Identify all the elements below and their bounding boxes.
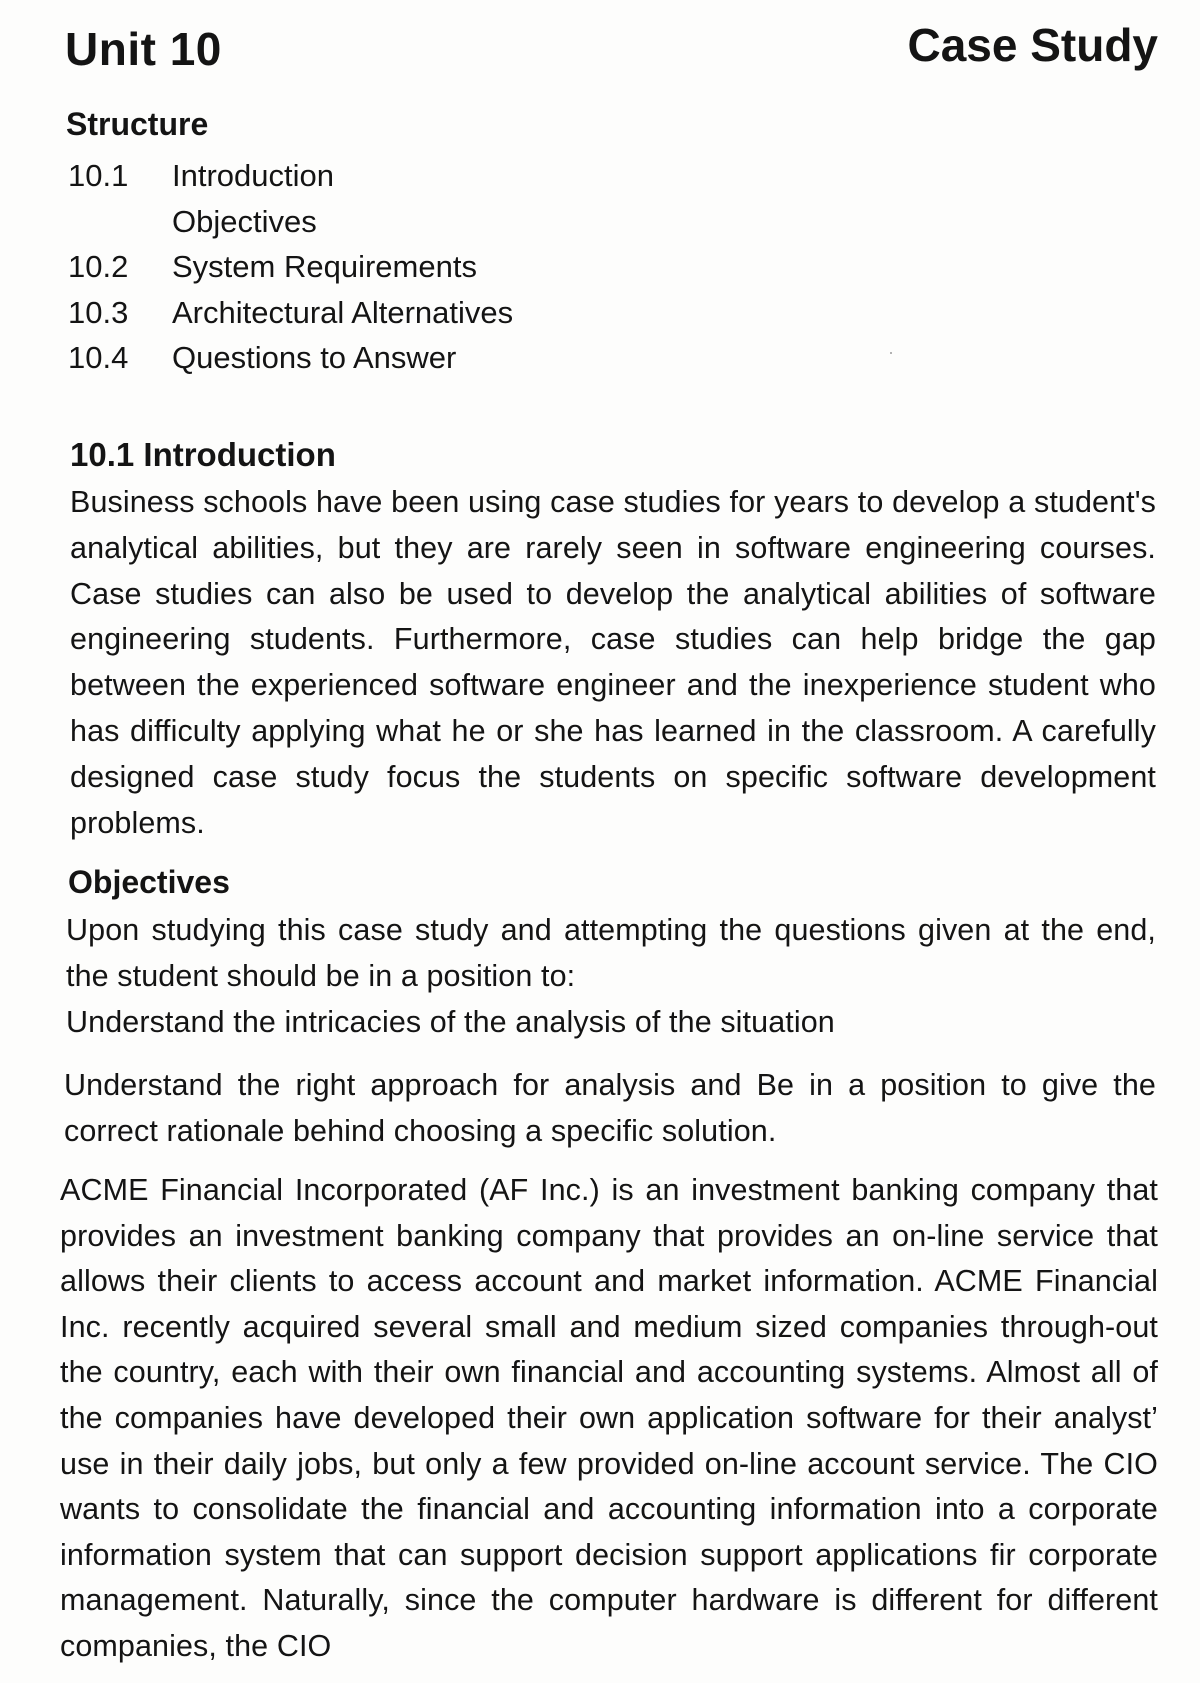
unit-title: Unit 10 <box>65 23 222 75</box>
toc-item-number: 10.3 <box>68 294 129 330</box>
toc-item <box>68 290 768 336</box>
chapter-title: Case Study <box>907 19 1158 71</box>
toc-item-number: 10.2 <box>68 249 129 284</box>
table-of-contents <box>68 153 768 381</box>
toc-item-number: 10.1 <box>68 158 129 193</box>
toc-item-title: System Requirements <box>172 249 477 284</box>
toc-item <box>68 199 768 245</box>
toc-item-title: Objectives <box>172 203 317 239</box>
toc-item-title: Questions to Answer <box>172 340 457 375</box>
objectives-heading: Objectives <box>68 864 230 900</box>
toc-item-title: Architectural Alternatives <box>172 294 514 330</box>
introduction-paragraph: Business schools have been using case studies for years to develop a student's analytical abilities, but they are rarely seen in software engineering courses. Case studies can also be used to develop the analytical abilities of software engineering students. Furthermore, case studies can help bridge the gap between the experienced software engineer and the inexperience student who has difficulty applying what he or she has learned in the classroom. A carefully designed case study focus the students on specific software development problems. <box>70 485 1156 840</box>
toc-item-title: Introduction <box>172 158 334 193</box>
objective-item: Understand the intricacies of the analysis of the situation <box>66 1005 835 1039</box>
toc-item <box>68 153 768 199</box>
toc-item-number: 10.4 <box>68 340 129 375</box>
toc-item <box>68 335 768 381</box>
structure-heading: Structure <box>66 106 209 142</box>
introduction-heading: 10.1 Introduction <box>70 436 336 473</box>
objective-item: Understand the right approach for analysis and Be in a position to give the correct rationale behind choosing a specific solution. <box>64 1068 1156 1148</box>
toc-item <box>68 244 768 290</box>
case-description-paragraph: ACME Financial Incorporated (AF Inc.) is an investment banking company that provides an investment banking company that provides an on-line service that allows their clients to access account and market information. ACME Financial Inc. recently acquired several small and medium sized companies through-out the country, each with their own financial and accounting systems. Almost all of the companies have developed their own application software for their analyst’ use in their daily jobs, but only a few provided on-line account service. The CIO wants to consolidate the financial and accounting information into a corporate information system that can support decision support applications fir corporate management. Naturally, since the computer hardware is different for different companies, the CIO <box>60 1173 1158 1663</box>
scan-speck <box>890 352 892 354</box>
objectives-lead-paragraph: Upon studying this case study and attempting the questions given at the end, the student should be in a position to: <box>66 913 1156 993</box>
